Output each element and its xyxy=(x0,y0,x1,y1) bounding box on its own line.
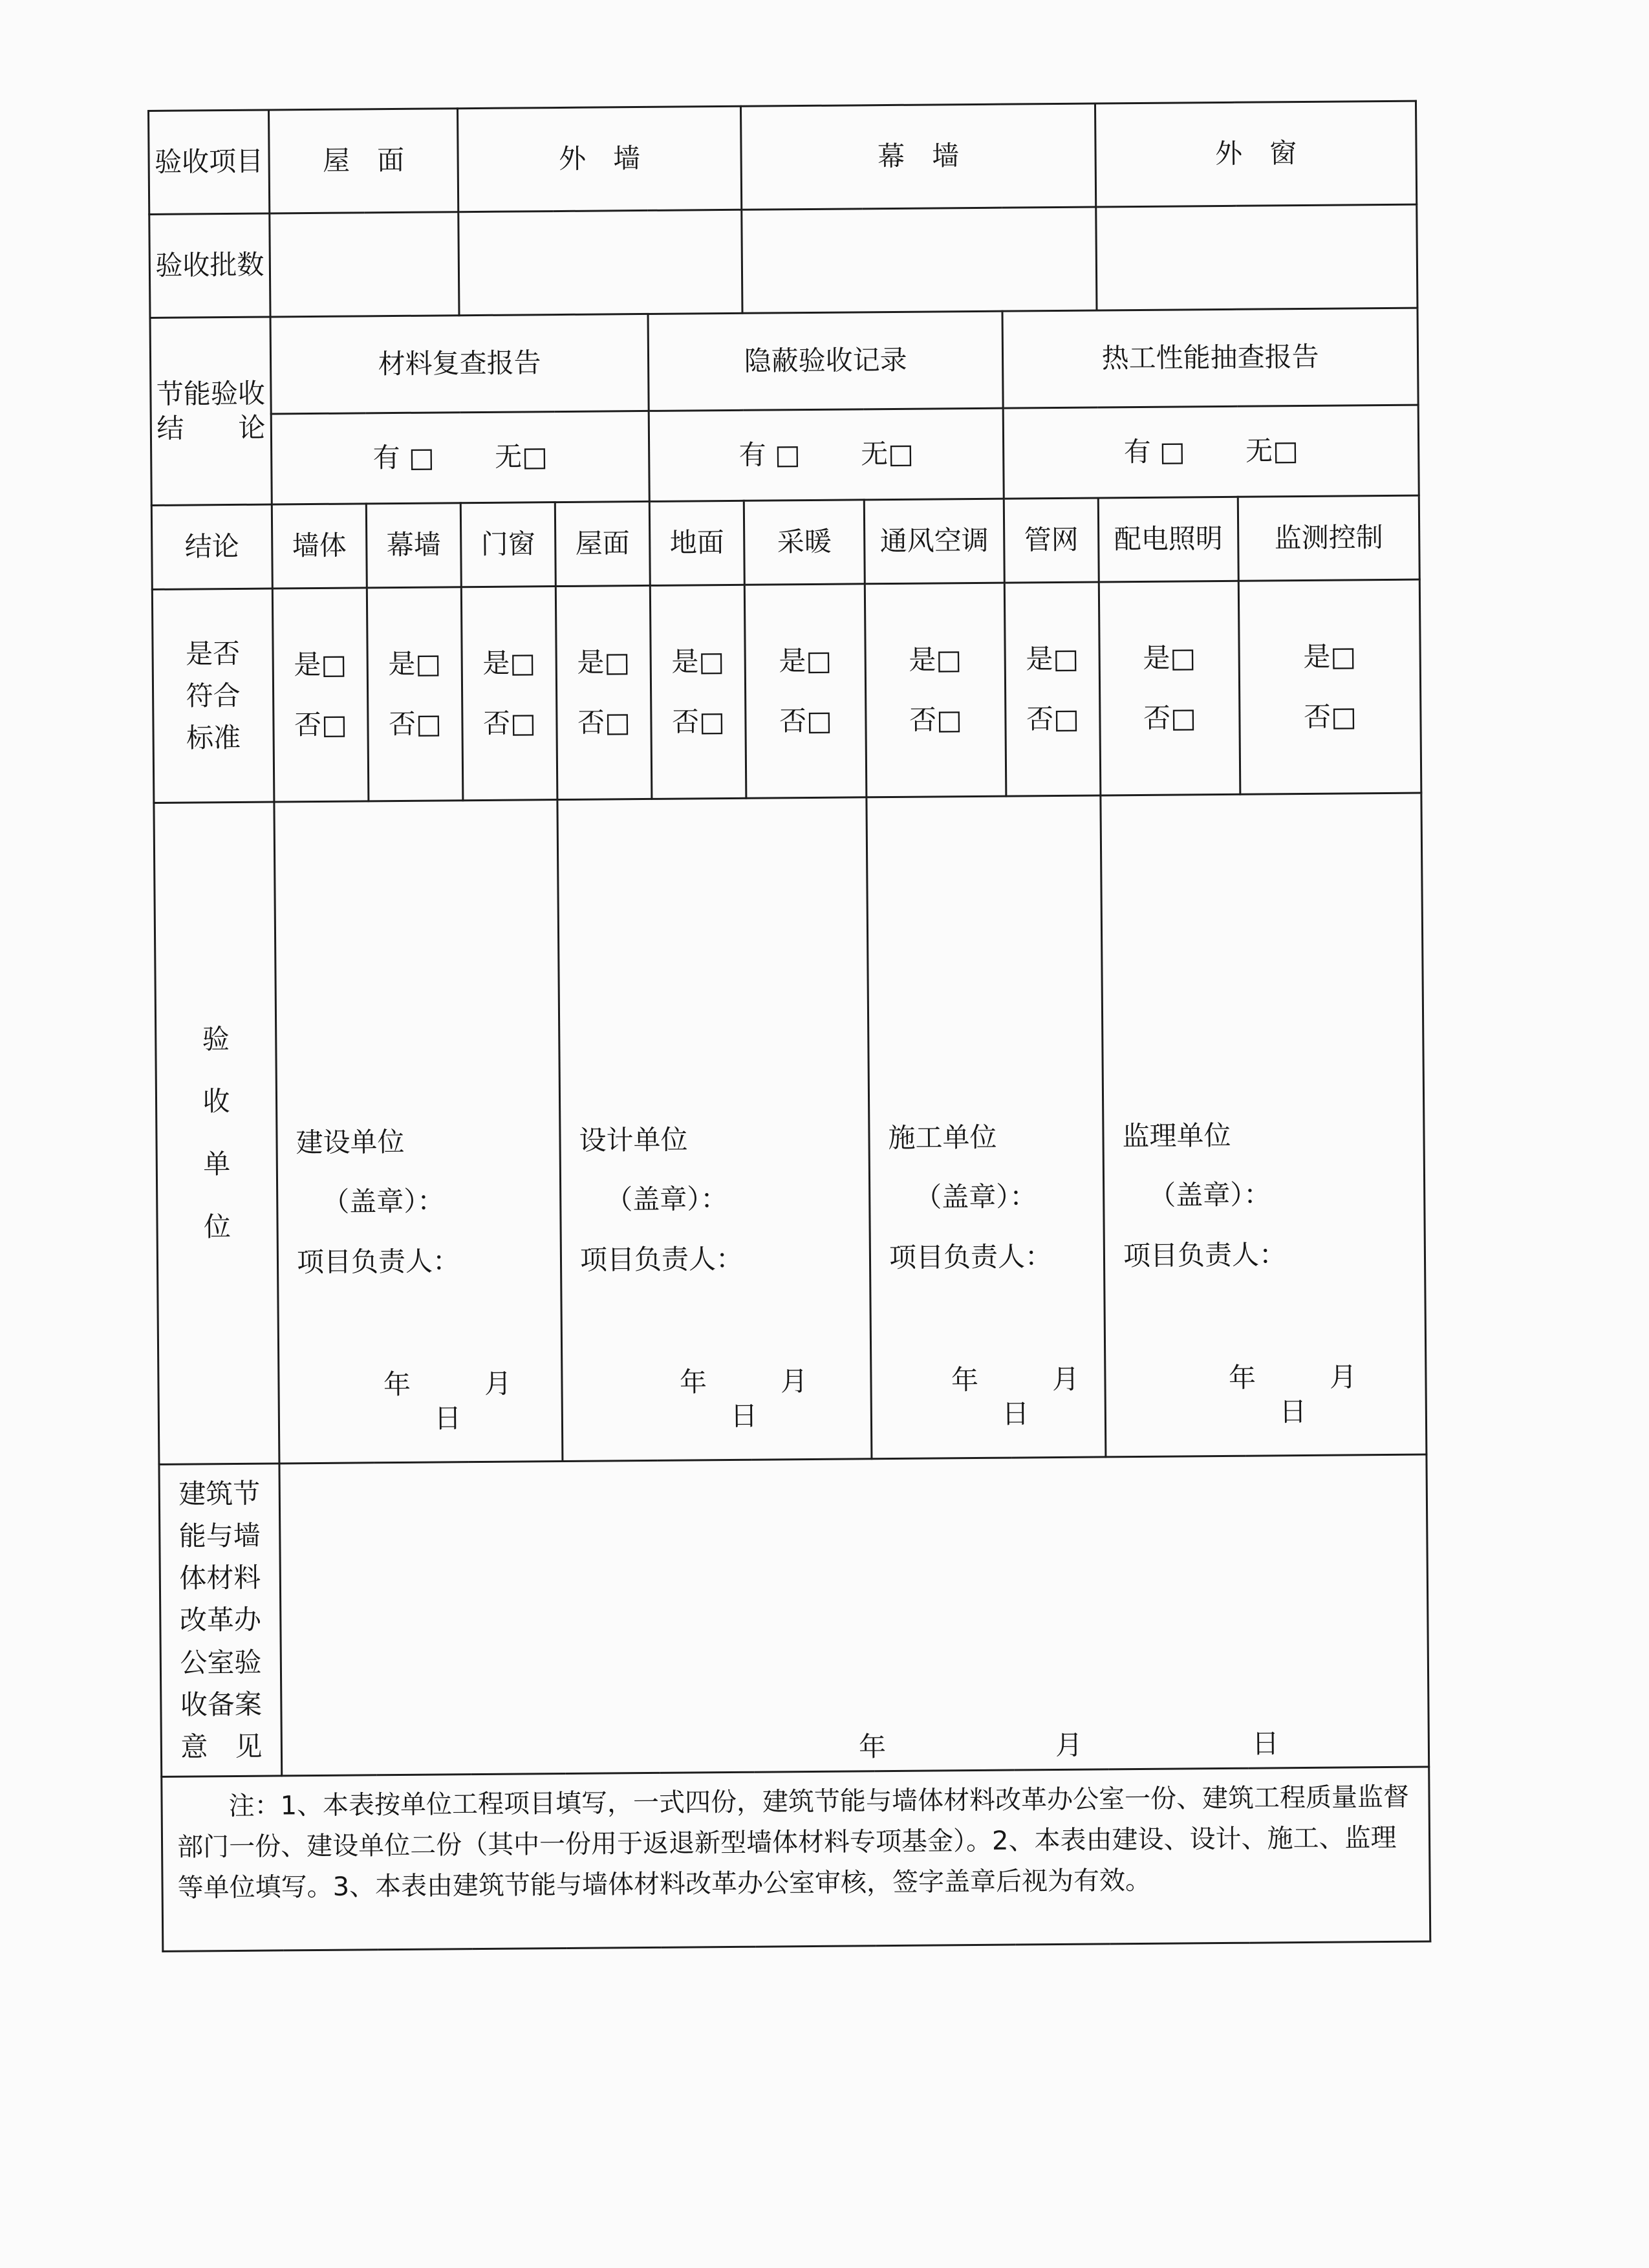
form-table xyxy=(147,100,1431,1952)
sys-hvac: 通风空调 xyxy=(864,499,1004,584)
note-text: 注：1、本表按单位工程项目填写，一式四份，建筑节能与墙体材料改革办公室一份、建筑工程质量监督部门一份、建设单位二份（其中一份用于返退新型墙体材料专项基金）。2、本表由建设、设计、施工、监理等单位填写。3、本表由建筑节能与墙体材料改革办公室审核，签字盖章后视为有效。 xyxy=(177,1782,1410,1904)
label-acceptance-units xyxy=(154,802,279,1464)
unit-contractor-stamp: （盖章）： xyxy=(914,1180,1037,1214)
comp-floor xyxy=(650,585,746,799)
sys-monitoring: 监测控制 xyxy=(1238,495,1419,581)
label-compliance xyxy=(152,589,274,803)
label-units-2: 收 xyxy=(202,1085,230,1118)
comp-heating-yes-checkbox[interactable]: 是□ xyxy=(779,644,832,677)
concealed-yes-checkbox[interactable]: 有 □ xyxy=(738,438,801,471)
comp-doors-yes-checkbox[interactable]: 是□ xyxy=(482,647,536,679)
label-office-7: 意 见 xyxy=(180,1730,263,1763)
cell-curtain-wall: 幕 墙 xyxy=(741,103,1096,210)
sys-floor: 地面 xyxy=(649,501,744,585)
comp-curtain-wall xyxy=(367,587,463,801)
thermal-yesno xyxy=(1003,405,1419,499)
label-compliance-2: 符合 xyxy=(186,679,241,712)
unit-supervisor-date: 年 月 日 xyxy=(1228,1360,1431,1427)
comp-pipe-yes-checkbox[interactable]: 是□ xyxy=(1026,642,1079,675)
sys-curtain-wall: 幕墙 xyxy=(366,503,461,588)
comp-pipe-network xyxy=(1004,582,1101,796)
label-office-3: 体材料 xyxy=(179,1562,261,1595)
batch-roof[interactable] xyxy=(270,212,459,317)
acceptance-filing-form xyxy=(147,100,1430,1972)
row-batch-count xyxy=(149,204,1417,318)
unit-supervisor[interactable] xyxy=(1101,793,1431,1457)
thermal-no-checkbox[interactable]: 无□ xyxy=(1245,435,1299,467)
sys-wall: 墙体 xyxy=(272,504,367,589)
comp-roof-yes-checkbox[interactable]: 是□ xyxy=(577,646,630,678)
unit-supervisor-stamp: （盖章）： xyxy=(1148,1178,1271,1212)
unit-design-date: 年 月 日 xyxy=(679,1365,882,1432)
office-opinion-date: 年 月 日 xyxy=(858,1726,1351,1762)
unit-contractor[interactable] xyxy=(867,795,1154,1459)
batch-curtain-wall[interactable] xyxy=(742,207,1097,313)
comp-monitoring xyxy=(1238,579,1421,794)
label-office-2: 能与墙 xyxy=(178,1519,261,1552)
sys-roof: 屋面 xyxy=(555,501,650,586)
material-yes-checkbox[interactable]: 有 □ xyxy=(372,441,435,474)
label-office-1: 建筑节 xyxy=(178,1477,261,1510)
unit-construction-owner[interactable] xyxy=(274,800,586,1463)
sys-heating: 采暖 xyxy=(744,500,865,585)
unit-owner-stamp: （盖章）： xyxy=(322,1185,445,1218)
concealed-yesno xyxy=(649,408,1004,501)
label-units-3: 单 xyxy=(203,1148,231,1180)
cell-roof: 屋 面 xyxy=(269,109,458,213)
comp-roof-no-checkbox[interactable]: 否□ xyxy=(577,706,631,739)
unit-owner-name: 建设单位 xyxy=(296,1125,405,1159)
comp-monitoring-yes-checkbox[interactable]: 是□ xyxy=(1303,640,1357,673)
label-office-opinion xyxy=(159,1463,282,1777)
unit-design-name: 设计单位 xyxy=(579,1123,688,1156)
unit-supervisor-manager: 项目负责人： xyxy=(1123,1238,1287,1271)
comp-lighting-yes-checkbox[interactable]: 是□ xyxy=(1143,642,1196,674)
label-energy-conclusion xyxy=(150,317,272,505)
label-office-6: 收备案 xyxy=(180,1688,263,1721)
thermal-yes-checkbox[interactable]: 有 □ xyxy=(1123,435,1185,468)
row-acceptance-units xyxy=(154,793,1427,1464)
material-yesno xyxy=(271,411,649,504)
comp-wall xyxy=(272,588,369,802)
unit-owner-date: 年 月 日 xyxy=(383,1366,586,1434)
unit-design-stamp: （盖章）： xyxy=(605,1183,728,1216)
comp-floor-yes-checkbox[interactable]: 是□ xyxy=(671,645,725,678)
batch-outer-wall[interactable] xyxy=(458,210,742,315)
unit-contractor-manager: 项目负责人： xyxy=(889,1240,1053,1273)
report-concealed-record: 隐蔽验收记录 xyxy=(648,311,1003,411)
comp-curtain-yes-checkbox[interactable]: 是□ xyxy=(388,647,442,680)
sys-pipe-network: 管网 xyxy=(1004,498,1099,583)
comp-monitoring-no-checkbox[interactable]: 否□ xyxy=(1303,700,1357,733)
comp-doors-windows xyxy=(461,587,557,801)
comp-wall-no-checkbox[interactable]: 否□ xyxy=(294,708,348,740)
label-acceptance-items: 验收项目 xyxy=(149,110,270,214)
batch-outer-window[interactable] xyxy=(1096,204,1417,310)
comp-hvac-no-checkbox[interactable]: 否□ xyxy=(909,703,963,736)
row-energy-reports xyxy=(150,308,1418,415)
comp-hvac xyxy=(865,583,1006,797)
label-conclusion: 结论 xyxy=(151,504,272,589)
material-no-checkbox[interactable]: 无□ xyxy=(494,440,548,473)
comp-heating-no-checkbox[interactable]: 否□ xyxy=(779,704,833,737)
unit-owner-manager: 项目负责人： xyxy=(296,1245,460,1279)
label-compliance-1: 是否 xyxy=(185,637,241,670)
row-note xyxy=(162,1767,1430,1951)
report-material-recheck: 材料复查报告 xyxy=(270,314,649,414)
row-compliance xyxy=(152,579,1421,803)
sys-lighting: 配电照明 xyxy=(1098,497,1238,582)
label-batch-count: 验收批数 xyxy=(149,213,270,318)
row-energy-yesno xyxy=(151,405,1419,505)
cell-outer-wall: 外 墙 xyxy=(458,106,742,211)
unit-contractor-name: 施工单位 xyxy=(888,1121,997,1154)
row-office-opinion xyxy=(159,1454,1429,1777)
comp-heating xyxy=(744,584,867,798)
comp-wall-yes-checkbox[interactable]: 是□ xyxy=(294,648,347,681)
label-office-5: 公室验 xyxy=(180,1646,262,1679)
sys-doors-windows: 门窗 xyxy=(460,502,555,587)
label-office-4: 改革办 xyxy=(179,1604,262,1637)
note-text-cell xyxy=(162,1767,1430,1951)
unit-design[interactable] xyxy=(557,797,882,1462)
label-energy-line2: 结 论 xyxy=(156,411,266,444)
cell-outer-window: 外 窗 xyxy=(1095,101,1417,207)
row-acceptance-items xyxy=(149,101,1417,214)
label-units-4: 位 xyxy=(203,1210,232,1242)
comp-lighting xyxy=(1099,581,1240,795)
office-opinion-field[interactable] xyxy=(279,1454,1429,1776)
comp-hvac-yes-checkbox[interactable]: 是□ xyxy=(909,643,962,676)
label-compliance-3: 标准 xyxy=(186,721,241,754)
label-units-1: 验 xyxy=(202,1022,230,1055)
row-system-headers xyxy=(151,495,1419,589)
unit-supervisor-name: 监理单位 xyxy=(1122,1119,1231,1152)
comp-doors-no-checkbox[interactable]: 否□ xyxy=(482,706,537,739)
label-energy-line1: 节能验收 xyxy=(156,377,266,410)
unit-design-manager: 项目负责人： xyxy=(579,1242,744,1276)
comp-lighting-no-checkbox[interactable]: 否□ xyxy=(1143,701,1197,734)
concealed-no-checkbox[interactable]: 无□ xyxy=(860,437,914,470)
comp-pipe-no-checkbox[interactable]: 否□ xyxy=(1026,702,1080,735)
unit-contractor-date: 年 月 日 xyxy=(951,1362,1154,1430)
comp-floor-no-checkbox[interactable]: 否□ xyxy=(671,705,726,738)
comp-curtain-no-checkbox[interactable]: 否□ xyxy=(388,707,442,740)
report-thermal-spotcheck: 热工性能抽查报告 xyxy=(1002,308,1418,408)
comp-roof xyxy=(555,585,652,799)
